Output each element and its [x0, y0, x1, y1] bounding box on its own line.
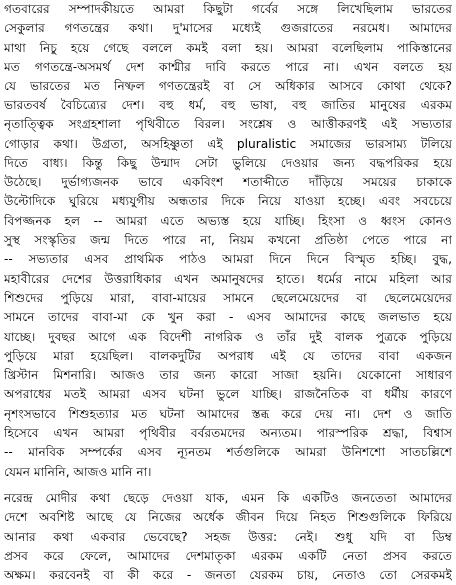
text-line: উল্টোদিকে ঘুরিয়ে মধ্যযুগীয় অন্ধতার দিকে নিয়ে যাওয়া হচ্ছে। এবং সবচেয়ে	[4, 194, 452, 209]
text-line: নৃতাত্ত্বিক সংগ্রহশালা পৃথিবীতে বিরল। সংশ্লেষ ও আত্তীকরণই এই সভ্যতার	[4, 117, 452, 132]
text-line: সামনে তাদের বাবা-মা কে খুন করা - এসব আমাদের কাছে জলভাত হয়ে	[4, 310, 452, 325]
paragraph-1	[4, 0, 452, 96]
text-line: সুস্থ সংস্কৃতির জন্ম দিতে পারে না, নিয়ম কখনো প্রতিষ্ঠা পেতে পারে না	[4, 233, 452, 248]
text-line: ভারতবর্ষ বৈচিত্র্যের দেশ। বহু ধর্ম, বহু ভাষা, বহু জাতির মানুষের এরকম	[4, 98, 452, 112]
text-line: অক্ষম। করবেনই বা কী করে - জনতা যেরকম চায়, নেতাও তো সেরকমই	[4, 568, 452, 583]
text-line: দেশে অবশিষ্ট আছে যে নিজের অর্ধেক জীবন দিয়ে নিহত শিশুগুলিকে ফিরিয়ে	[4, 510, 452, 525]
text-line: শিশুদের পুড়িয়ে মারা, বাবা-মায়ের সামনে ছেলেমেয়েদের বা ছেলেমেয়েদের	[4, 290, 452, 305]
text-line: যেমন মানিনি, আজও মানি না।	[4, 464, 152, 479]
text-line: গোড়ার কথা। উগ্রতা, অসহিষ্ণুতা এই pluralistic সমাজের ভারসাম্য টলিয়ে	[4, 136, 452, 151]
paragraph-3	[4, 489, 452, 585]
text-line: যাচ্ছে। দুবছর আগে এক বিদেশী নাগরিক ও তাঁর দুই বালক পুত্রকে পুড়িয়ে	[4, 329, 452, 344]
text-line: আনার কথা একবার ভেবেছে? সহজ উত্তর: নেই। শুধু যদি বা ডিম্ব	[4, 529, 452, 544]
text-line: বিপজ্জনক হল -- আমরা এতে অভ্যস্ত হয়ে যাচ্ছি। হিংসা ও ধ্বংস কোনও	[4, 213, 452, 228]
text-line: -- মানবিক সম্পর্কের এসব ন্যূনতম শর্তগুলিকে আমরা উনিশশো সাতচল্লিশে	[4, 445, 452, 460]
text-line: দিতে বাধ্য। কিন্তু কিছু উন্মাদ সেটা ভুলিয়ে দেওয়ার জন্য বদ্ধপরিকর হয়ে	[4, 155, 452, 170]
text-line: পুড়িয়ে মারা হয়েছিল। বালকদুটির অপরাধ এই যে তাদের বাবা একজন	[4, 348, 452, 363]
text-line: হিসেবে এখন আমরা পৃথিবীর বর্বরতমদের অন্যতম। পারস্পরিক শ্রদ্ধা, বিশ্বাস	[4, 426, 452, 441]
text-line: সেকুলার গণতন্ত্রের কথা। দু'মাসের মধ্যেই গুজরাতের নরমেধ। আমাদের	[4, 21, 452, 36]
text-line: মহাবীরের দেশের উত্তরাধিকার এখন অমানুষদের হাতে। ধর্মের নামে মহিলা আর	[4, 271, 452, 286]
text-line: অপরাধের মতই আমরা এসব ঘটনা ভুলে যাচ্ছি। রাজনৈতিক বা ধর্মীয় কারণে	[4, 387, 452, 402]
text-line: নৃশংসভাবে শিশুহত্যার মত ঘটনা আমাদের স্তব্ধ করে দেয় না। দেশ ও জাতি	[4, 406, 452, 421]
text-line: মাথা নিচু হয়ে গেছে বললে কমই বলা হয়। আমরা বলেছিলাম পাকিস্তানের	[4, 40, 452, 55]
text-line: প্রসব করে ফেলে, আমাদের দেশমাতৃকা এরকম একটি নেতা প্রসব করতে	[4, 548, 452, 563]
text-line: খ্রিস্টান মিশনারি। আজও তার জন্য কারো সাজা হয়নি। যেকোনো সাধারণ	[4, 368, 452, 383]
text-line: গতবারের সম্পাদকীয়তে আমরা কিছুটা গর্বের সঙ্গে লিখেছিলাম ভারতের	[4, 2, 452, 16]
paragraph-2	[4, 96, 452, 482]
text-line: -- সভ্যতার এসব প্রাথমিক পাঠও আমরা দিনে দিনে বিস্মৃত হচ্ছি। বুদ্ধ,	[4, 252, 452, 267]
text-line: মত গণতন্ত্রে-অসমর্থ দেশ কাশ্মীর দাবি করতে পারে না। এখন বলতে হয়	[4, 59, 452, 74]
text-line: যে ভারতের মত নিষ্ফল গণতন্ত্রেরই বা সে অধিকার আসবে কোথা থেকে?	[4, 79, 452, 94]
text-line: উঠেছে। দুর্ভাগ্যজনক ভাবে একবিংশ শতাব্দীতে দাঁড়িয়ে সময়ের চাকাকে	[4, 175, 452, 190]
text-line: নরেন্দ্র মোদীর কথা ছেড়ে দেওয়া যাক, এমন কি একটিও জনতেতা আমাদের	[4, 491, 452, 505]
